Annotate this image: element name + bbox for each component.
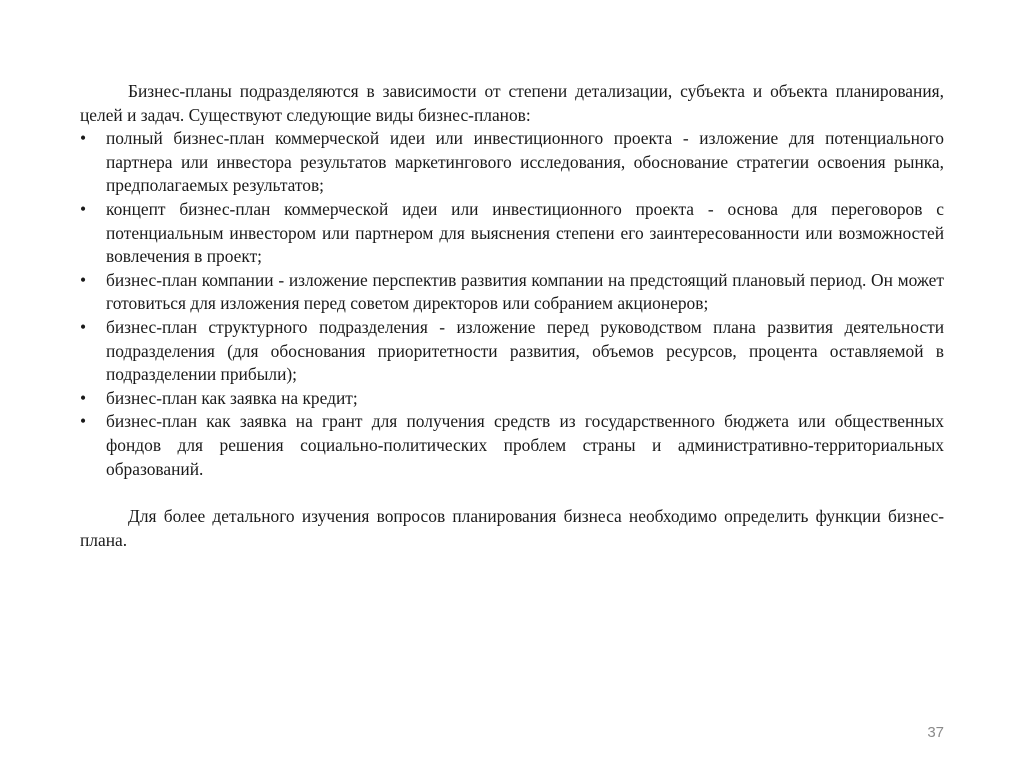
bullet-icon: • [80,269,87,290]
list-item-text: бизнес-план компании - изложение перспектив развития компании на предстоящий плановый период. Он может готовиться для изложения перед советом директоров или собранием акционеров; [106,269,944,314]
list-item-text: бизнес-план как заявка на грант для получения средств из государственного бюджета или общественных фондов для решения социально-политических проблем страны и административно-территориальных образований. [106,411,944,479]
intro-paragraph: Бизнес-планы подразделяются в зависимости от степени детализации, субъекта и объекта планирования, целей и задач. Существуют следующие виды бизнес-планов: [80,81,944,125]
bullet-icon: • [80,387,87,408]
bullet-icon: • [80,128,87,149]
list-item [80,269,944,316]
closing-paragraph: Для более детального изучения вопросов планирования бизнеса необходимо определить функции бизнес-плана. [80,506,944,550]
bullet-icon: • [80,198,87,219]
business-plan-types-list [80,127,944,481]
list-item-text: бизнес-план структурного подразделения - изложение перед руководством плана развития деятельности подразделения (для обоснования приоритетности развития, объемов ресурсов, процента оставляемой в подразделении прибыли); [106,316,944,385]
document-body [80,80,944,552]
list-item [80,198,944,269]
page-number: 37 [927,724,944,741]
list-item [80,387,944,411]
list-item [80,316,944,387]
list-item-text: полный бизнес-план коммерческой идеи или инвестиционного проекта - изложение для потенциального партнера или инвестора результатов маркетингового исследования, обоснование стратегии освоения рынка, предполагаемых результатов; [106,128,944,196]
list-item-text: бизнес-план как заявка на кредит; [106,387,358,408]
bullet-icon: • [80,316,87,337]
paragraph-spacer [80,481,944,505]
list-item-text: концепт бизнес-план коммерческой идеи или инвестиционного проекта - основа для переговоров с потенциальным инвестором или партнером для выяснения степени его заинтересованности или возможностей вовлечения в проект; [106,198,944,267]
list-item [80,127,944,198]
bullet-icon: • [80,411,87,432]
list-item [80,410,944,481]
